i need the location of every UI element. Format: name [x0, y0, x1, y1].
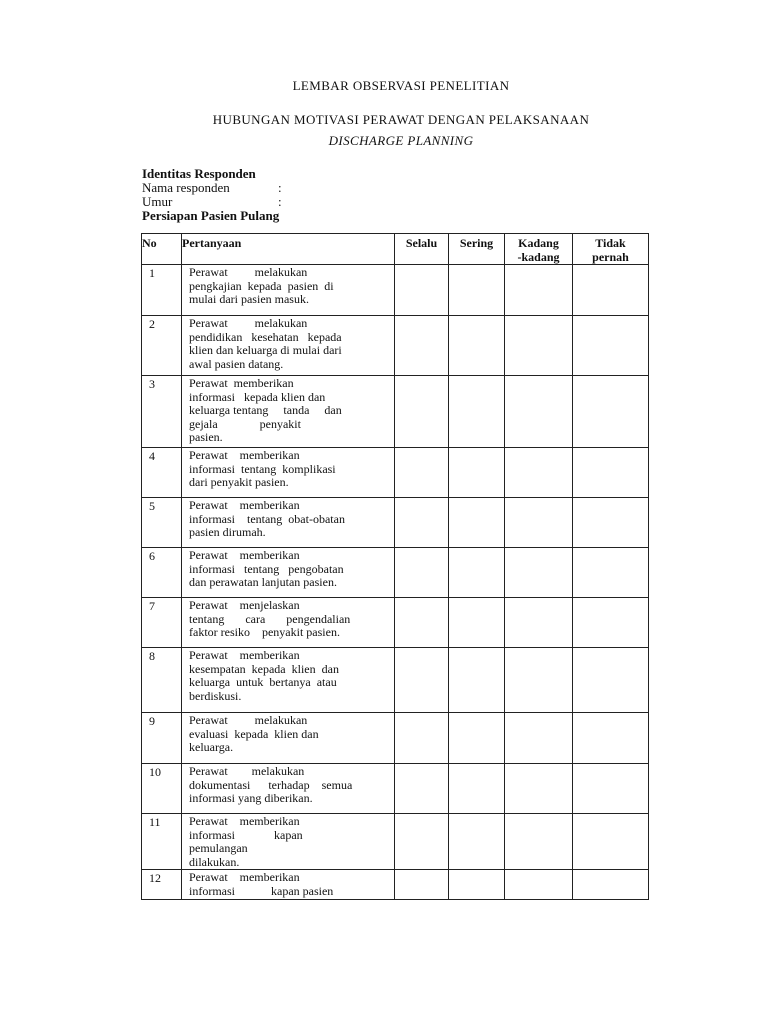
question-line: kesempatan kepada klien dan	[189, 661, 339, 676]
answer-cell-sometimes[interactable]	[505, 764, 573, 814]
answer-cell-always[interactable]	[395, 316, 449, 376]
row-number: 3	[142, 376, 182, 448]
row-number: 6	[142, 548, 182, 598]
question-line: Perawat melakukan	[189, 713, 308, 727]
question-line: keluarga.	[189, 740, 234, 754]
question-line: dilakukan.	[189, 854, 240, 869]
row-number: 10	[142, 764, 182, 814]
answer-cell-sometimes[interactable]	[505, 598, 573, 648]
question-line: Perawat memberikan	[189, 814, 300, 828]
question-line: informasi tentang pengobatan	[189, 561, 344, 576]
question-line: klien dan keluarga di mulai dari	[189, 343, 342, 357]
name-colon: :	[278, 180, 282, 195]
answer-cell-often[interactable]	[449, 448, 505, 498]
table-row	[142, 316, 649, 376]
question-line: pemulangan	[189, 841, 248, 855]
answer-cell-sometimes[interactable]	[505, 713, 573, 764]
age-colon: :	[278, 194, 282, 209]
table-row	[142, 548, 649, 598]
question-line: informasi tentang obat-obatan	[189, 511, 345, 526]
header-never-line1: Tidak	[595, 236, 626, 250]
answer-cell-never[interactable]	[573, 316, 649, 376]
question-line: dan perawatan lanjutan pasien.	[189, 575, 337, 589]
row-number: 12	[142, 870, 182, 900]
header-never-line2: pernah	[592, 249, 629, 264]
answer-cell-never[interactable]	[573, 376, 649, 448]
answer-cell-often[interactable]	[449, 713, 505, 764]
question-line: dokumentasi terhadap semua	[189, 777, 353, 792]
header-never	[573, 234, 649, 265]
header-sometimes	[505, 234, 573, 265]
question-line: pengkajian kepada pasien di	[189, 278, 334, 293]
row-number: 9	[142, 713, 182, 764]
answer-cell-often[interactable]	[449, 316, 505, 376]
answer-cell-never[interactable]	[573, 870, 649, 900]
answer-cell-always[interactable]	[395, 648, 449, 713]
question-line: awal pasien datang.	[189, 356, 284, 371]
answer-cell-often[interactable]	[449, 814, 505, 870]
question-line: Perawat menjelaskan	[189, 598, 300, 612]
row-question	[182, 648, 395, 713]
answer-cell-sometimes[interactable]	[505, 448, 573, 498]
row-question	[182, 498, 395, 548]
row-number: 1	[142, 265, 182, 316]
answer-cell-never[interactable]	[573, 265, 649, 316]
identity-heading: Identitas Responden	[142, 166, 256, 181]
answer-cell-never[interactable]	[573, 598, 649, 648]
row-number: 4	[142, 448, 182, 498]
answer-cell-never[interactable]	[573, 814, 649, 870]
header-question: Pertanyaan	[182, 234, 395, 265]
table-row	[142, 648, 649, 713]
answer-cell-often[interactable]	[449, 548, 505, 598]
answer-cell-always[interactable]	[395, 870, 449, 900]
answer-cell-always[interactable]	[395, 448, 449, 498]
row-question	[182, 713, 395, 764]
section-heading: Persiapan Pasien Pulang	[142, 208, 280, 223]
question-line: keluarga untuk bertanya atau	[189, 675, 337, 689]
age-label: Umur	[142, 194, 173, 209]
document-subtitle: HUBUNGAN MOTIVASI PERAWAT DENGAN PELAKSANAAN	[212, 112, 590, 127]
row-number: 5	[142, 498, 182, 548]
answer-cell-always[interactable]	[395, 498, 449, 548]
answer-cell-always[interactable]	[395, 713, 449, 764]
question-line: Perawat memberikan	[189, 498, 300, 512]
answer-cell-always[interactable]	[395, 376, 449, 448]
question-line: pasien dirumah.	[189, 525, 266, 539]
answer-cell-sometimes[interactable]	[505, 814, 573, 870]
question-line: tentang cara pengendalian	[189, 611, 351, 626]
table-body	[142, 265, 649, 900]
observation-table	[141, 233, 649, 900]
row-question	[182, 376, 395, 448]
table-row	[142, 814, 649, 870]
answer-cell-sometimes[interactable]	[505, 648, 573, 713]
header-often: Sering	[449, 234, 505, 265]
row-number: 11	[142, 814, 182, 870]
row-question	[182, 598, 395, 648]
question-line: dari penyakit pasien.	[189, 475, 289, 489]
table-row	[142, 498, 649, 548]
answer-cell-often[interactable]	[449, 265, 505, 316]
question-line: Perawat memberikan	[189, 548, 300, 562]
document-subtitle-italic: DISCHARGE PLANNING	[328, 133, 474, 148]
answer-cell-often[interactable]	[449, 598, 505, 648]
answer-cell-never[interactable]	[573, 764, 649, 814]
answer-cell-always[interactable]	[395, 548, 449, 598]
row-question	[182, 448, 395, 498]
row-question	[182, 265, 395, 316]
name-label: Nama responden	[142, 180, 230, 195]
answer-cell-often[interactable]	[449, 648, 505, 713]
question-line: informasi yang diberikan.	[189, 791, 313, 805]
answer-cell-sometimes[interactable]	[505, 870, 573, 900]
question-line: informasi kapan	[189, 827, 303, 842]
question-line: gejala penyakit	[189, 416, 301, 431]
question-line: berdiskusi.	[189, 688, 242, 703]
answer-cell-often[interactable]	[449, 376, 505, 448]
answer-cell-always[interactable]	[395, 764, 449, 814]
question-line: keluarga tentang tanda dan	[189, 403, 342, 417]
table-row	[142, 764, 649, 814]
question-line: Perawat melakukan	[189, 316, 308, 330]
table-row	[142, 870, 649, 900]
question-line: Perawat melakukan	[189, 265, 308, 279]
header-sometimes-line2: -kadang	[517, 249, 560, 264]
row-question	[182, 548, 395, 598]
row-number: 7	[142, 598, 182, 648]
question-line: pendidikan kesehatan kepada	[189, 329, 342, 344]
answer-cell-often[interactable]	[449, 764, 505, 814]
question-line: Perawat memberikan	[189, 376, 294, 390]
answer-cell-sometimes[interactable]	[505, 548, 573, 598]
row-number: 8	[142, 648, 182, 713]
answer-cell-never[interactable]	[573, 448, 649, 498]
table-row	[142, 448, 649, 498]
document-title: LEMBAR OBSERVASI PENELITIAN	[292, 78, 510, 93]
answer-cell-never[interactable]	[573, 713, 649, 764]
table-row	[142, 713, 649, 764]
question-line: Perawat memberikan	[189, 648, 300, 662]
table-row	[142, 598, 649, 648]
answer-cell-never[interactable]	[573, 648, 649, 713]
row-question	[182, 814, 395, 870]
row-question	[182, 870, 395, 900]
answer-cell-never[interactable]	[573, 548, 649, 598]
table-row	[142, 376, 649, 448]
row-question	[182, 764, 395, 814]
question-line: pasien.	[189, 430, 223, 444]
header-no: No	[142, 234, 182, 265]
question-line: informasi kepada klien dan	[189, 389, 326, 404]
question-line: informasi kapan pasien	[189, 883, 334, 898]
answer-cell-sometimes[interactable]	[505, 376, 573, 448]
answer-cell-often[interactable]	[449, 498, 505, 548]
table-row	[142, 265, 649, 316]
question-line: mulai dari pasien masuk.	[189, 292, 309, 306]
answer-cell-always[interactable]	[395, 598, 449, 648]
answer-cell-never[interactable]	[573, 498, 649, 548]
answer-cell-often[interactable]	[449, 870, 505, 900]
question-line: Perawat memberikan	[189, 448, 300, 462]
row-number: 2	[142, 316, 182, 376]
answer-cell-always[interactable]	[395, 814, 449, 870]
header-always: Selalu	[395, 234, 449, 265]
question-line: Perawat memberikan	[189, 870, 300, 884]
question-line: Perawat melakukan	[189, 764, 305, 778]
row-question	[182, 316, 395, 376]
answer-cell-sometimes[interactable]	[505, 265, 573, 316]
question-line: faktor resiko penyakit pasien.	[189, 625, 340, 639]
header-sometimes-line1: Kadang	[518, 236, 559, 250]
table-header-row	[142, 234, 649, 265]
answer-cell-sometimes[interactable]	[505, 498, 573, 548]
question-line: evaluasi kepada klien dan	[189, 726, 319, 741]
answer-cell-always[interactable]	[395, 265, 449, 316]
answer-cell-sometimes[interactable]	[505, 316, 573, 376]
question-line: informasi tentang komplikasi	[189, 461, 336, 476]
